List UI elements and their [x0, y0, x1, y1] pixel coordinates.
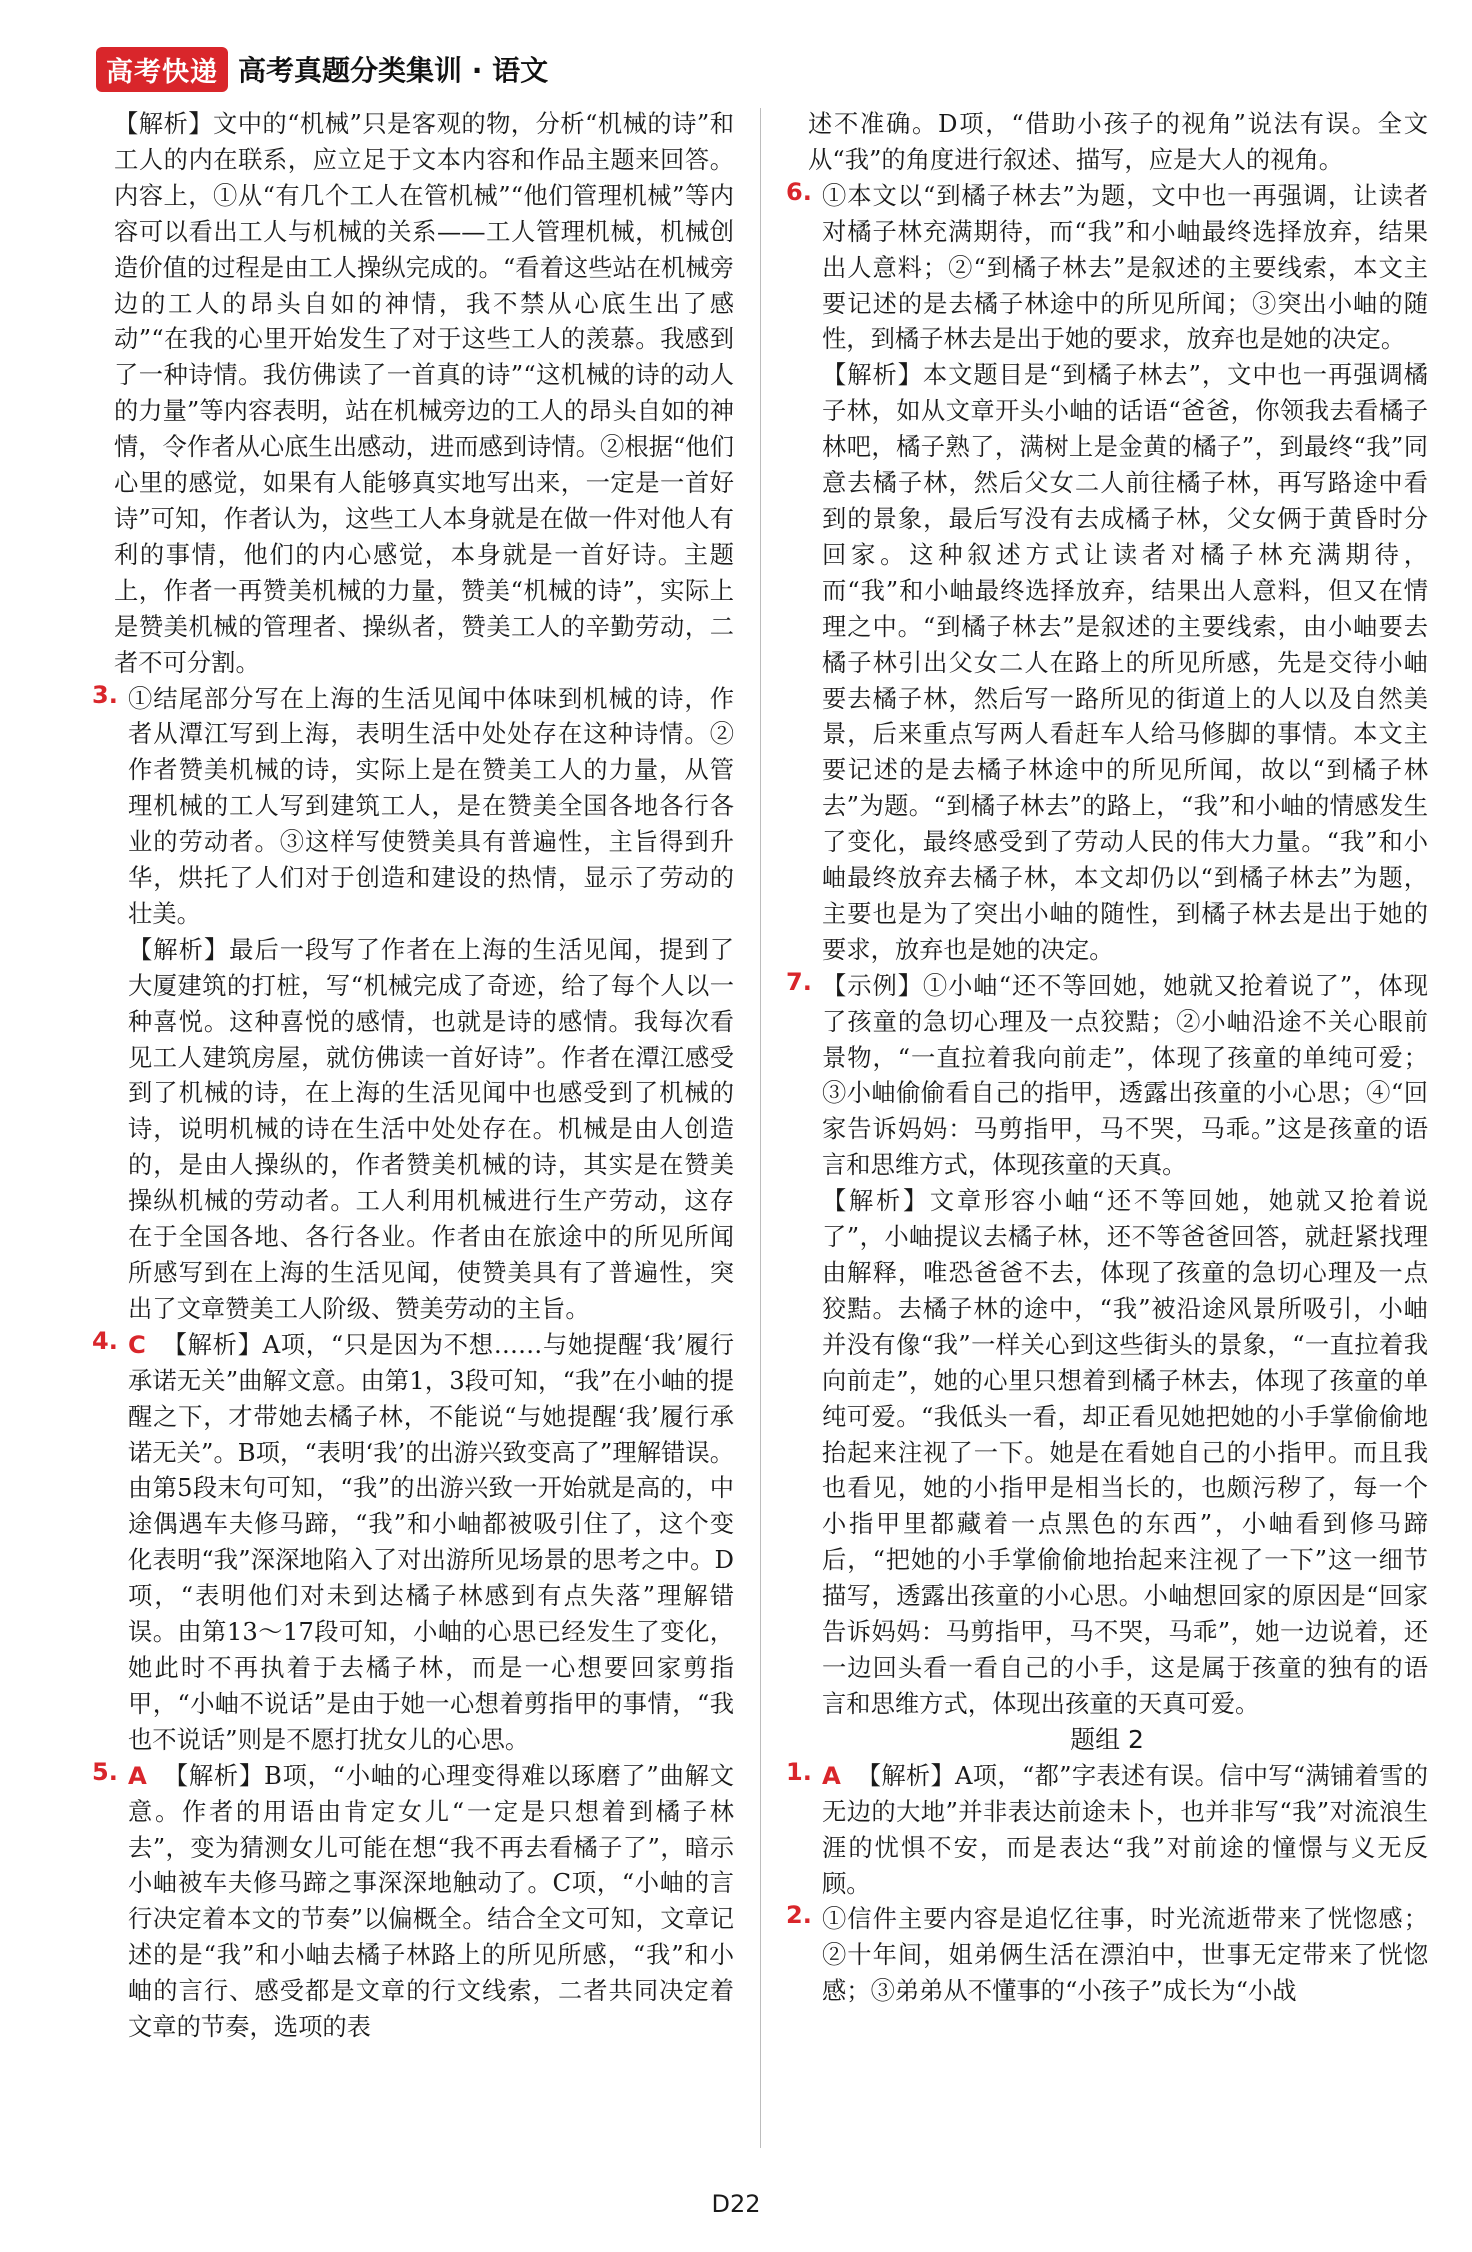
question-number: 2. — [786, 1901, 812, 1930]
question-4 — [92, 1327, 734, 1758]
q5-continued: 述不准确。D项，“借助小孩子的视角”说法有误。全文从“我”的角度进行叙述、描写，应是大人的视角。 — [808, 109, 1428, 174]
answer-choice: A — [128, 1760, 147, 1790]
g1-analysis: 【解析】A项，“都”字表述有误。信中写“满铺着雪的无边的大地”并非表达前途未卜，也并非写“我”对流浪生涯的忧惧不安，而是表达“我”对前途的憧憬与义无反顾。 — [822, 1760, 1428, 1898]
group-title: 题组 2 — [1070, 1724, 1144, 1754]
book-title: 高考真题分类集训 · 语文 — [238, 54, 549, 87]
answer-choice: A — [822, 1760, 841, 1790]
question-5 — [92, 1758, 734, 2045]
q3-analysis: 【解析】最后一段写了作者在上海的生活见闻，提到了大厦建筑的打桩，写“机械完成了奇迹，给了每个人以一种喜悦。这种喜悦的感情，也就是诗的感情。我每次看见工人建筑房屋，就仿佛读一首好诗”。作者在潭江感受到了机械的诗，在上海的生活见闻中也感受到了机械的诗，说明机械的诗在生活中处处存在。机械是由人创造的，是由人操纵的，作者赞美机械的诗，其实是在赞美操纵机械的劳动者。工人利用机械进行生产劳动，这存在于全国各地、各行各业。作者由在旅途中的所见所闻所感写到在上海的生活见闻，使赞美具有了普遍性，突出了文章赞美工人阶级、赞美劳动的主旨。 — [128, 934, 734, 1323]
q6-answer: ①本文以“到橘子林去”为题，文中也一再强调，让读者对橘子林充满期待，而“我”和小岫最终选择放弃，结果出人意料；②“到橘子林去”是叙述的主要线索，本文主要记述的是去橘子林途中的所见所闻；③突出小岫的随性，到橘子林去是出于她的要求，放弃也是她的决定。 — [822, 180, 1428, 354]
page-header — [96, 46, 548, 92]
question-number: 3. — [92, 680, 118, 709]
page-number: D22 — [711, 2190, 761, 2218]
question-number: 7. — [786, 967, 812, 996]
q7-analysis: 【解析】文章形容小岫“还不等回她，她就又抢着说了”，小岫提议去橘子林，还不等爸爸回答，就赶紧找理由解释，唯恐爸爸不去，体现了孩童的急切心理及一点狡黠。去橘子林的途中，“我”被沿途风景所吸引，小岫并没有像“我”一样关心到这些街头的景象，“一直拉着我向前走”，她的心里只想着到橘子林去，体现了孩童的单纯可爱。“我低头一看，却正看见她把她的小手掌偷偷地抬起来注视了一下。她是在看她自己的小指甲。而且我也看见，她的小指甲是相当长的，也颇污秽了，每一个小指甲里都藏着一点黑色的东西”，小岫看到修马蹄后，“把她的小手掌偷偷地抬起来注视了一下”这一细节描写，透露出孩童的小心思。小岫想回家的原因是“回家告诉妈妈：马剪指甲，马不哭，马乖”，她一边说着，还一边回头看一看自己的小手，这是属于孩童的独有的语言和思维方式，体现出孩童的天真可爱。 — [822, 1186, 1428, 1718]
answer-choice: C — [128, 1329, 146, 1359]
q4-text — [128, 1327, 734, 1758]
question-number: 4. — [92, 1326, 118, 1355]
g2-answer: ①信件主要内容是追忆往事，时光流逝带来了恍惚感；②十年间，姐弟俩生活在漂泊中，世事无定带来了恍惚感；③弟弟从不懂事的“小孩子”成长为“小战 — [822, 1904, 1428, 2006]
q4-analysis: 【解析】A项，“只是因为不想……与她提醒‘我’履行承诺无关”曲解文意。由第1，3段可知，“我”在小岫的提醒之下，才带她去橘子林，不能说“与她提醒‘我’履行承诺无关”。B项，“表明‘我’的出游兴致变高了”理解错误。由第5段末句可知，“我”的出游兴致一开始就是高的，中途偶遇车夫修马蹄，“我”和小岫都被吸引住了，这个变化表明“我”深深地陷入了对出游所见场景的思考之中。D项，“表明他们对未到达橘子林感到有点失落”理解错误。由第13～17段可知，小岫的心思已经发生了变化，她此时不再执着于去橘子林，而是一心想要回家剪指甲，“小岫不说话”是由于她一心想着剪指甲的事情，“我也不说话”则是不愿打扰女儿的心思。 — [128, 1329, 734, 1754]
q5-text — [128, 1758, 734, 2045]
q7-answer: 【示例】①小岫“还不等回她，她就又抢着说了”，体现了孩童的急切心理及一点狡黠；②小岫沿途不关心眼前景物，“一直拉着我向前走”，体现了孩童的单纯可爱；③小岫偷偷看自己的指甲，透露出孩童的小心思；④“回家告诉妈妈：马剪指甲，马不哭，马乖。”这是孩童的语言和思维方式，体现孩童的天真。 — [822, 970, 1428, 1180]
q5-analysis: 【解析】B项，“小岫的心理变得难以琢磨了”曲解文意。作者的用语由肯定女儿“一定是只想着到橘子林去”，变为猜测女儿可能在想“我不再去看橘子了”，暗示小岫被车夫修马蹄之事深深地触动了。C项，“小岫的言行决定着本文的节奏”以偏概全。结合全文可知，文章记述的是“我”和小岫去橘子林路上的所见所感，“我”和小岫的言行、感受都是文章的行文线索，二者共同决定着文章的节奏，选项的表 — [128, 1760, 734, 2042]
question-number: 6. — [786, 177, 812, 206]
question-number: 5. — [92, 1757, 118, 1786]
q2-analysis: 【解析】文中的“机械”只是客观的物，分析“机械的诗”和工人的内在联系，应立足于文本内容和作品主题来回答。内容上，①从“有几个工人在管机械”“他们管理机械”等内容可以看出工人与机械的关系——工人管理机械，机械创造价值的过程是由工人操纵完成的。“看着这些站在机械旁边的工人的昂头自如的神情，我不禁从心底生出了感动”“在我的心里开始发生了对于这些工人的羡慕。我感到了一种诗情。我仿佛读了一首真的诗”“这机械的诗的动人的力量”等内容表明，站在机械旁边的工人的昂头自如的神情，令作者从心底生出感动，进而感到诗情。②根据“他们心里的感觉，如果有人能够真实地写出来，一定是一首好诗”可知，作者认为，这些工人本身就是在做一件对他人有利的事情，他们的内心感觉，本身就是一首好诗。主题上，作者一再赞美机械的力量，赞美“机械的诗”，实际上是赞美机械的管理者、操纵者，赞美工人的辛勤劳动，二者不可分割。 — [114, 109, 734, 677]
q6-analysis: 【解析】本文题目是“到橘子林去”，文中也一再强调橘子林，如从文章开头小岫的话语“爸爸，你领我去看橘子林吧，橘子熟了，满树上是金黄的橘子”，到最终“我”同意去橘子林，然后父女二人前往橘子林，再写路途中看到的景象，最后写没有去成橘子林，父女俩于黄昏时分回家。这种叙述方式让读者对橘子林充满期待，而“我”和小岫最终选择放弃，结果出人意料，但又在情理之中。“到橘子林去”是叙述的主要线索，由小岫要去橘子林引出父女二人在路上的所见所感，先是交待小岫要去橘子林，然后写一路所见的街道上的人以及自然美景，后来重点写两人看赶车人给马修脚的事情。本文主要记述的是去橘子林途中的所见所闻，故以“到橘子林去”为题。“到橘子林去”的路上，“我”和小岫的情感发生了变化，最终感受到了劳动人民的伟大力量。“我”和小岫最终放弃去橘子林，本文却仍以“到橘子林去”为题，主要也是为了突出小岫的随性，到橘子林去是出于她的要求，放弃也是她的决定。 — [822, 360, 1428, 964]
question-6 — [786, 178, 1428, 968]
question-7 — [786, 968, 1428, 1722]
g1-text — [822, 1758, 1428, 1902]
group2-question-1 — [786, 1758, 1428, 1902]
left-column — [92, 106, 734, 2045]
group2-question-2 — [786, 1901, 1428, 2009]
series-badge: 高考快递 — [96, 47, 228, 92]
right-column — [786, 106, 1428, 2009]
column-divider — [760, 108, 761, 2148]
question-3 — [92, 681, 734, 1327]
q3-answer: ①结尾部分写在上海的生活见闻中体味到机械的诗，作者从潭江写到上海，表明生活中处处存在这种诗情。②作者赞美机械的诗，实际上是在赞美工人的力量，从管理机械的工人写到建筑工人，是在赞美全国各地各行各业的劳动者。③这样写使赞美具有普遍性，主旨得到升华，烘托了人们对于创造和建设的热情，显示了劳动的壮美。 — [128, 683, 734, 928]
question-number: 1. — [786, 1757, 812, 1786]
